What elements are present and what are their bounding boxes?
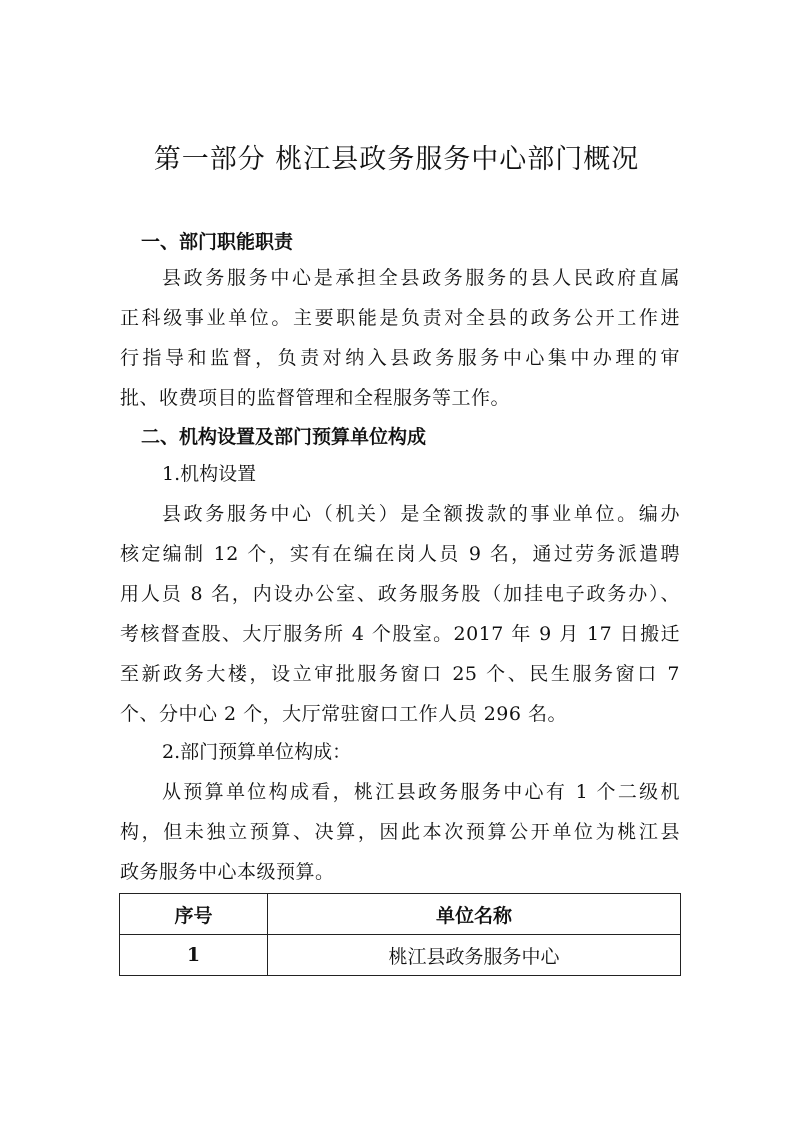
para-1-line-5: 至新政务大楼，设立审批服务窗口 25 个、民生服务窗口 7 bbox=[120, 663, 680, 685]
budget-units-table bbox=[119, 893, 681, 976]
para-1-line-2: 核定编制 12 个，实有在编在岗人员 9 名，通过劳务派遣聘 bbox=[120, 543, 680, 565]
row-unit-name-cell: 桃江县政务服务中心 bbox=[268, 935, 681, 976]
para-1-line-3: 用人员 8 名，内设办公室、政务服务股（加挂电子政务办）、 bbox=[120, 583, 680, 605]
page-title: 第一部分 桃江县政务服务中心部门概况 bbox=[153, 144, 640, 175]
para-2-line-1: 从预算单位构成看，桃江县政务服务中心有 1 个二级机 bbox=[162, 781, 680, 803]
subsection-1-heading: 1.机构设置 bbox=[162, 463, 257, 485]
row-index-cell: 1 bbox=[120, 935, 268, 976]
column-header-index: 序号 bbox=[120, 894, 268, 935]
para-2-line-3: 政务服务中心本级预算。 bbox=[120, 861, 335, 883]
section-1-line-3: 行指导和监督，负责对纳入县政务服务中心集中办理的审 bbox=[120, 347, 680, 369]
table-row bbox=[120, 935, 681, 976]
table-header-row bbox=[120, 894, 681, 935]
section-1-line-4: 批、收费项目的监督管理和全程服务等工作。 bbox=[120, 387, 511, 409]
column-header-unit-name: 单位名称 bbox=[268, 894, 681, 935]
section-1-line-2: 正科级事业单位。主要职能是负责对全县的政务公开工作进 bbox=[120, 307, 680, 329]
section-2-heading: 二、机构设置及部门预算单位构成 bbox=[141, 426, 427, 448]
para-1-line-4: 考核督查股、大厅服务所 4 个股室。2017 年 9 月 17 日搬迁 bbox=[120, 623, 680, 645]
subsection-2-heading: 2.部门预算单位构成： bbox=[162, 741, 352, 763]
section-1-heading: 一、部门职能职责 bbox=[141, 231, 294, 253]
para-2-line-2: 构，但未独立预算、决算，因此本次预算公开单位为桃江县 bbox=[120, 821, 680, 843]
para-1-line-1: 县政务服务中心（机关）是全额拨款的事业单位。编办 bbox=[162, 503, 680, 525]
section-1-line-1: 县政务服务中心是承担全县政务服务的县人民政府直属 bbox=[162, 267, 680, 289]
para-1-line-6: 个、分中心 2 个，大厅常驻窗口工作人员 296 名。 bbox=[120, 703, 568, 725]
